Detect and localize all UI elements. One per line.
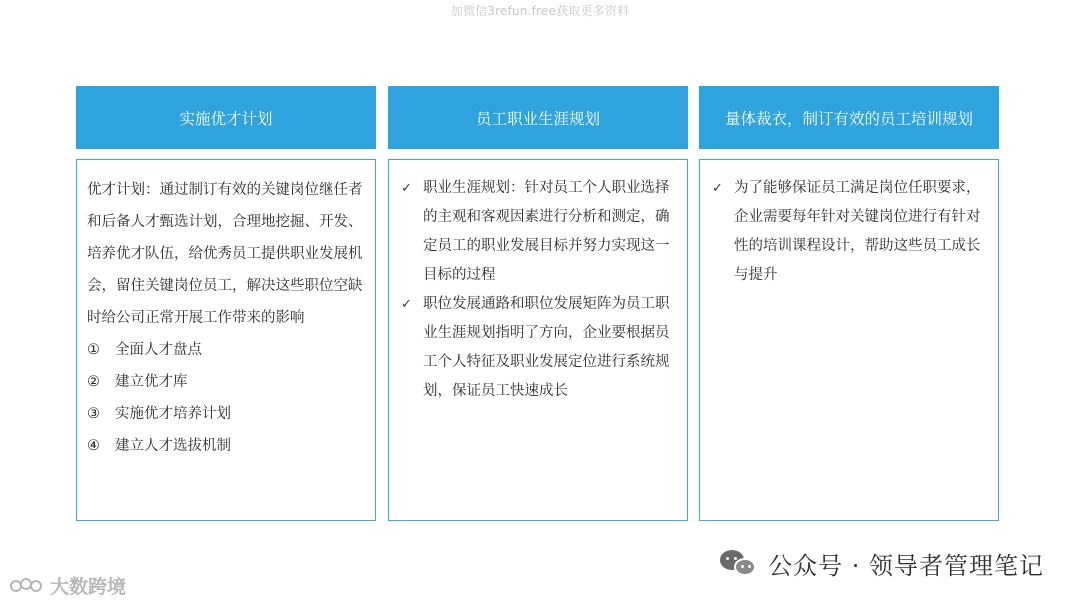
checkmark-icon: ✓ xyxy=(401,297,412,312)
numbered-list xyxy=(87,334,365,462)
list-number: ④ xyxy=(87,438,100,454)
check-list xyxy=(710,174,988,290)
list-item xyxy=(87,430,365,462)
list-text: 建立优才库 xyxy=(115,374,188,390)
logo-text: 大数跨境 xyxy=(50,576,127,598)
checkmark-icon: ✓ xyxy=(712,181,723,196)
talent-plan-paragraph: 优才计划：通过制订有效的关键岗位继任者和后备人才甄选计划，合理地挖掘、开发、培养优才队伍，给优秀员工提供职业发展机会，留住关键岗位员工，解决这些职位空缺时给公司正常开展工作带来的影响 xyxy=(87,182,363,326)
column-header: 员工职业生涯规划 xyxy=(388,86,688,149)
list-number: ③ xyxy=(87,406,100,422)
list-text: 全面人才盘点 xyxy=(115,342,202,358)
top-watermark: 加微信3refun.free获取更多资料 xyxy=(450,4,630,18)
list-text: 为了能够保证员工满足岗位任职要求，企业需要每年针对关键岗位进行有针对性的培训课程设计，帮助这些员工成长与提升 xyxy=(734,180,981,283)
wechat-icon xyxy=(720,548,760,580)
list-number: ① xyxy=(87,342,100,358)
column-header: 实施优才计划 xyxy=(76,86,376,149)
list-text: 实施优才培养计划 xyxy=(115,406,231,422)
list-item xyxy=(399,174,677,290)
column-talent-plan xyxy=(76,86,376,521)
list-item xyxy=(87,366,365,398)
check-list xyxy=(399,174,677,406)
column-header: 量体裁衣，制订有效的员工培训规划 xyxy=(699,86,999,149)
list-item xyxy=(87,334,365,366)
list-text: 建立人才选拔机制 xyxy=(115,438,231,454)
list-item xyxy=(87,398,365,430)
column-career-planning xyxy=(388,86,688,521)
list-number: ② xyxy=(87,374,100,390)
list-item xyxy=(710,174,988,290)
list-item xyxy=(399,290,677,406)
checkmark-icon: ✓ xyxy=(401,181,412,196)
list-text: 职位发展通路和职位发展矩阵为员工职业生涯规划指明了方向，企业要根据员工个人特征及职业发展定位进行系统规划，保证员工快速成长 xyxy=(423,296,670,399)
column-body xyxy=(699,159,999,521)
logo-icon xyxy=(10,575,44,597)
footer-brand xyxy=(720,546,1044,581)
footer-logo xyxy=(10,572,126,599)
column-body xyxy=(388,159,688,521)
column-training-plan xyxy=(699,86,999,521)
brand-text: 公众号 · 领导者管理笔记 xyxy=(768,552,1044,580)
column-body xyxy=(76,159,376,521)
list-text: 职业生涯规划：针对员工个人职业选择的主观和客观因素进行分析和测定，确定员工的职业发展目标并努力实现这一目标的过程 xyxy=(423,180,670,283)
